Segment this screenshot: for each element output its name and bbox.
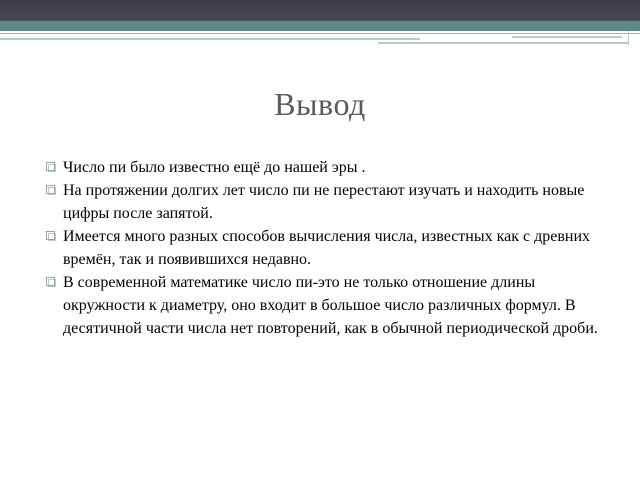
hollow-square-bullet-icon	[46, 162, 56, 172]
banner-thin-line	[0, 33, 640, 34]
bullet-text: Имеется много разных способов вычисления числа, известных как с древних времён, так и появившихся недавно.	[63, 228, 591, 268]
banner-accent-vertical	[628, 31, 629, 45]
hollow-square-bullet-icon	[46, 185, 56, 195]
list-item	[46, 225, 606, 271]
banner-dark-band	[0, 0, 640, 21]
banner-accent-line	[0, 38, 420, 40]
bullet-text: На протяжении долгих лет число пи не перестают изучать и находить новые цифры после запятой.	[63, 182, 585, 222]
list-item	[46, 156, 606, 179]
top-decorative-banner	[0, 0, 640, 48]
list-item	[46, 179, 606, 225]
slide-title: Вывод	[274, 86, 366, 122]
list-item	[46, 271, 606, 340]
bullet-list	[46, 156, 606, 340]
hollow-square-bullet-icon	[46, 277, 56, 287]
hollow-square-bullet-icon	[46, 231, 56, 241]
banner-accent-line	[378, 42, 628, 44]
banner-teal-band	[0, 21, 640, 31]
banner-accent-line	[512, 36, 622, 38]
bullet-text: В современной математике число пи-это не только отношение длины окружности к диаметру, оно входит в большое число различных формул. В десятичной части числа нет повторений, как в обычной периодической дроби.	[63, 274, 598, 337]
bullet-text: Число пи было известно ещё до нашей эры .	[63, 159, 366, 176]
